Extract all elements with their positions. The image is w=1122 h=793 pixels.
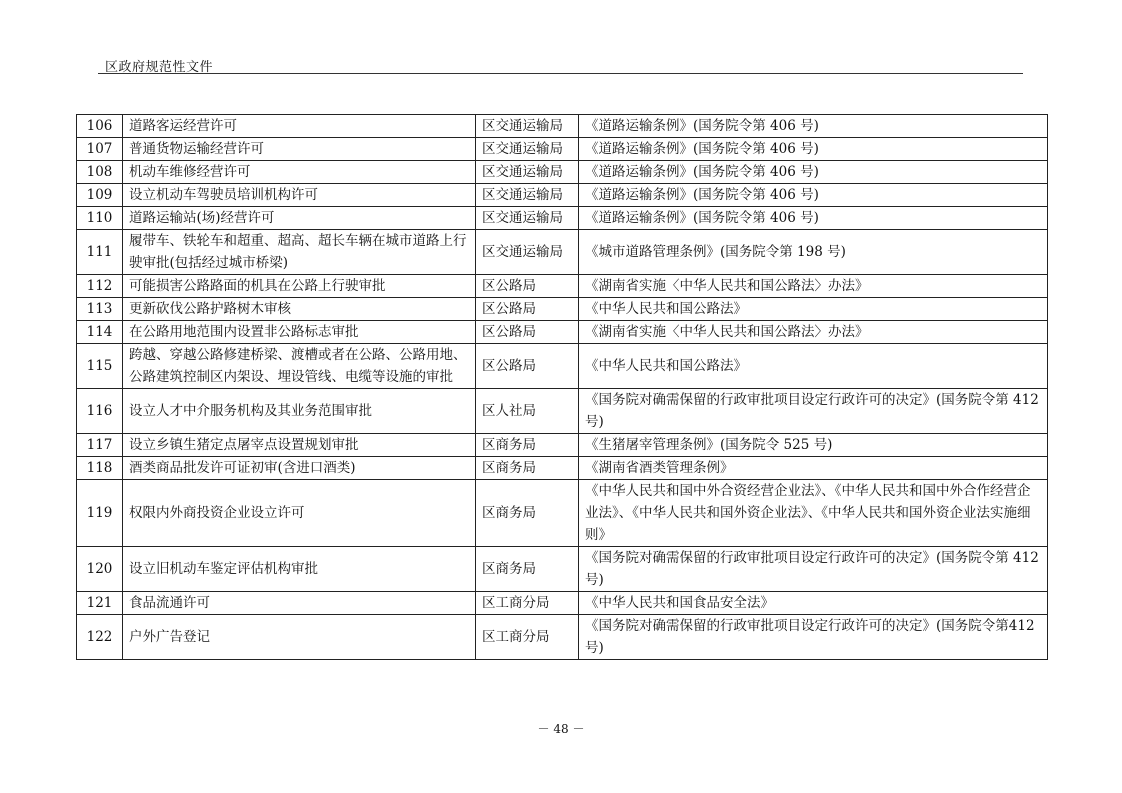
row-number: 122 — [77, 615, 123, 660]
department: 区公路局 — [476, 275, 579, 298]
legal-basis: 《湖南省实施〈中华人民共和国公路法〉办法》 — [579, 321, 1048, 344]
approval-item: 设立机动车驾驶员培训机构许可 — [123, 184, 476, 207]
header-divider — [98, 73, 1023, 74]
department: 区商务局 — [476, 434, 579, 457]
table-row — [77, 547, 1048, 592]
table-row — [77, 230, 1048, 275]
table-row — [77, 480, 1048, 547]
approval-item: 食品流通许可 — [123, 592, 476, 615]
legal-basis: 《道路运输条例》(国务院令第 406 号) — [579, 184, 1048, 207]
department: 区商务局 — [476, 480, 579, 547]
table-row — [77, 161, 1048, 184]
legal-basis: 《湖南省实施〈中华人民共和国公路法〉办法》 — [579, 275, 1048, 298]
department: 区商务局 — [476, 547, 579, 592]
row-number: 113 — [77, 298, 123, 321]
approval-item: 酒类商品批发许可证初审(含进口酒类) — [123, 457, 476, 480]
approval-item: 户外广告登记 — [123, 615, 476, 660]
approval-item: 普通货物运输经营许可 — [123, 138, 476, 161]
legal-basis: 《中华人民共和国公路法》 — [579, 344, 1048, 389]
row-number: 119 — [77, 480, 123, 547]
table-row — [77, 389, 1048, 434]
approval-item: 设立旧机动车鉴定评估机构审批 — [123, 547, 476, 592]
approval-item: 跨越、穿越公路修建桥梁、渡槽或者在公路、公路用地、公路建筑控制区内架设、埋设管线、电缆等设施的审批 — [123, 344, 476, 389]
row-number: 112 — [77, 275, 123, 298]
legal-basis: 《道路运输条例》(国务院令第 406 号) — [579, 115, 1048, 138]
table-row — [77, 457, 1048, 480]
approval-item: 在公路用地范围内设置非公路标志审批 — [123, 321, 476, 344]
row-number: 117 — [77, 434, 123, 457]
department: 区交通运输局 — [476, 138, 579, 161]
table-row — [77, 184, 1048, 207]
table-row — [77, 592, 1048, 615]
department: 区交通运输局 — [476, 115, 579, 138]
department: 区公路局 — [476, 344, 579, 389]
legal-basis: 《生猪屠宰管理条例》(国务院令 525 号) — [579, 434, 1048, 457]
document-header-title: 区政府规范性文件 — [105, 60, 214, 75]
department: 区公路局 — [476, 298, 579, 321]
legal-basis: 《道路运输条例》(国务院令第 406 号) — [579, 138, 1048, 161]
department: 区交通运输局 — [476, 230, 579, 275]
approval-item: 设立乡镇生猪定点屠宰点设置规划审批 — [123, 434, 476, 457]
row-number: 110 — [77, 207, 123, 230]
approval-item: 权限内外商投资企业设立许可 — [123, 480, 476, 547]
legal-basis: 《国务院对确需保留的行政审批项目设定行政许可的决定》(国务院令第 412 号) — [579, 389, 1048, 434]
approval-item: 可能损害公路路面的机具在公路上行驶审批 — [123, 275, 476, 298]
table-row — [77, 344, 1048, 389]
row-number: 118 — [77, 457, 123, 480]
approval-item: 更新砍伐公路护路树木审核 — [123, 298, 476, 321]
row-number: 114 — [77, 321, 123, 344]
approval-item: 机动车维修经营许可 — [123, 161, 476, 184]
department: 区商务局 — [476, 457, 579, 480]
legal-basis: 《中华人民共和国中外合资经营企业法》、《中华人民共和国中外合作经营企业法》、《中华人民共和国外资企业法》、《中华人民共和国外资企业法实施细则》 — [579, 480, 1048, 547]
legal-basis: 《道路运输条例》(国务院令第 406 号) — [579, 161, 1048, 184]
department: 区交通运输局 — [476, 161, 579, 184]
row-number: 106 — [77, 115, 123, 138]
department: 区交通运输局 — [476, 207, 579, 230]
legal-basis: 《城市道路管理条例》(国务院令第 198 号) — [579, 230, 1048, 275]
table-row — [77, 207, 1048, 230]
row-number: 120 — [77, 547, 123, 592]
table-row — [77, 434, 1048, 457]
table-row — [77, 298, 1048, 321]
row-number: 115 — [77, 344, 123, 389]
table-row — [77, 115, 1048, 138]
legal-basis: 《中华人民共和国公路法》 — [579, 298, 1048, 321]
row-number: 116 — [77, 389, 123, 434]
row-number: 111 — [77, 230, 123, 275]
approval-items-table — [76, 114, 1048, 660]
table-row — [77, 321, 1048, 344]
row-number: 121 — [77, 592, 123, 615]
row-number: 108 — [77, 161, 123, 184]
row-number: 107 — [77, 138, 123, 161]
legal-basis: 《国务院对确需保留的行政审批项目设定行政许可的决定》(国务院令第412号) — [579, 615, 1048, 660]
page-number: － 48 － — [537, 722, 585, 736]
legal-basis: 《湖南省酒类管理条例》 — [579, 457, 1048, 480]
department: 区工商分局 — [476, 592, 579, 615]
department: 区公路局 — [476, 321, 579, 344]
legal-basis: 《国务院对确需保留的行政审批项目设定行政许可的决定》(国务院令第 412 号) — [579, 547, 1048, 592]
department: 区人社局 — [476, 389, 579, 434]
table-row — [77, 138, 1048, 161]
row-number: 109 — [77, 184, 123, 207]
approval-item: 设立人才中介服务机构及其业务范围审批 — [123, 389, 476, 434]
department: 区工商分局 — [476, 615, 579, 660]
approval-item: 道路客运经营许可 — [123, 115, 476, 138]
table-row — [77, 615, 1048, 660]
legal-basis: 《中华人民共和国食品安全法》 — [579, 592, 1048, 615]
approval-item: 履带车、铁轮车和超重、超高、超长车辆在城市道路上行驶审批(包括经过城市桥梁) — [123, 230, 476, 275]
approval-item: 道路运输站(场)经营许可 — [123, 207, 476, 230]
department: 区交通运输局 — [476, 184, 579, 207]
legal-basis: 《道路运输条例》(国务院令第 406 号) — [579, 207, 1048, 230]
table-row — [77, 275, 1048, 298]
